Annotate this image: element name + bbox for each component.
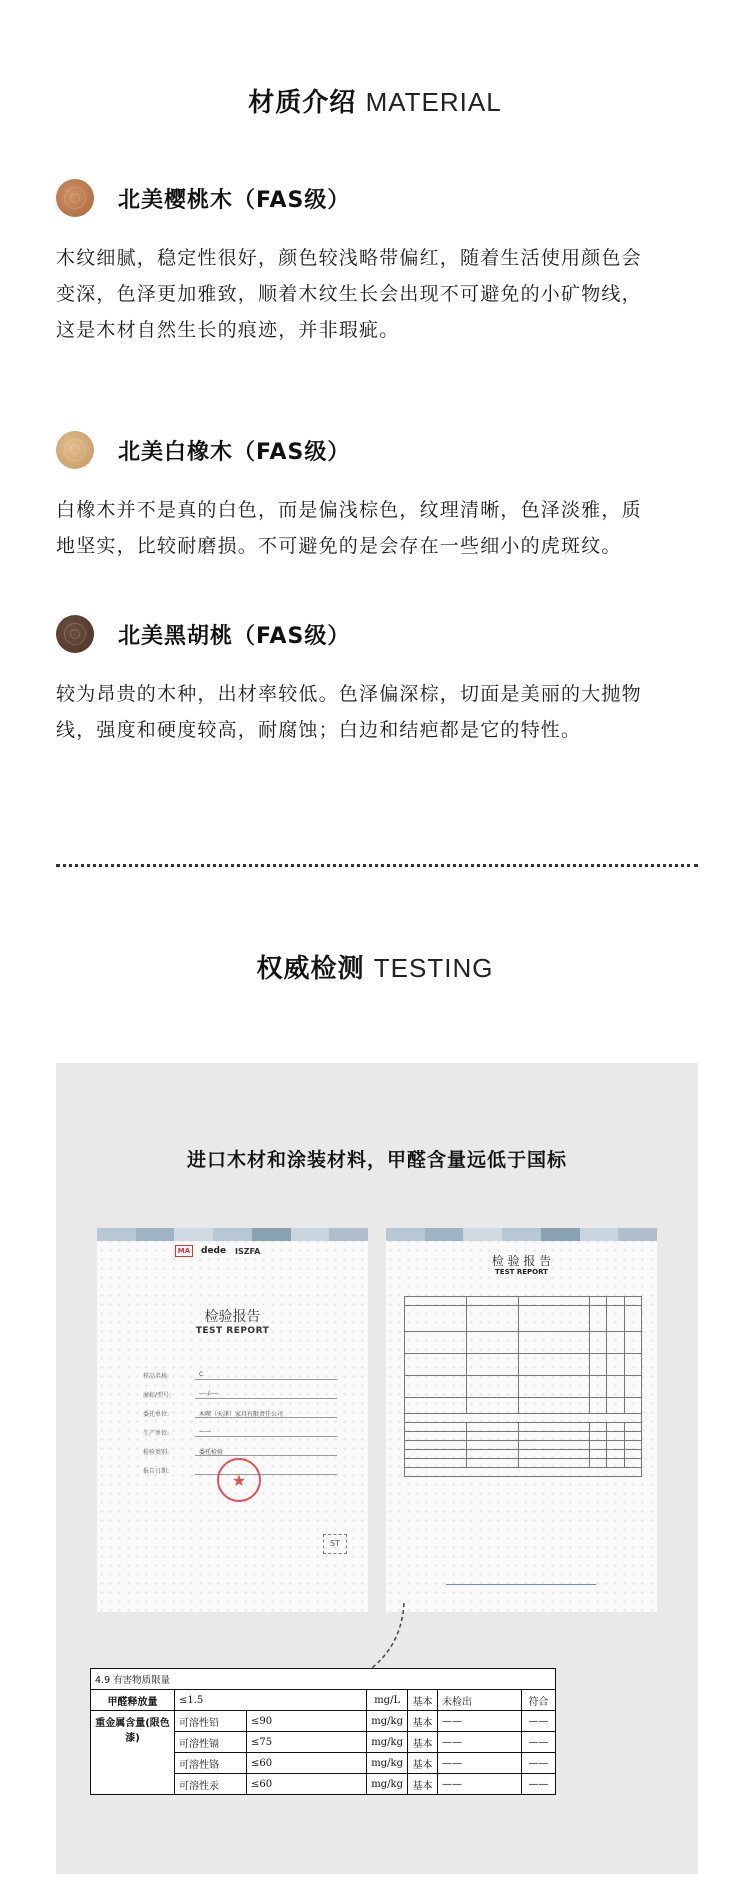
cover-subtitle: TEST REPORT bbox=[195, 1326, 270, 1336]
wood-item-white-oak bbox=[56, 430, 706, 564]
material-section-title bbox=[0, 82, 750, 119]
desc-line: 这是木材自然生长的痕迹，并非瑕疵。 bbox=[56, 319, 400, 341]
cma-badge-icon: MA bbox=[175, 1245, 193, 1257]
report-mini-table bbox=[404, 1296, 642, 1477]
dede-logo-icon: dede bbox=[201, 1246, 227, 1256]
iszfa-logo: ISZFA bbox=[235, 1247, 261, 1256]
wood-name: 北美黑胡桃（FAS级） bbox=[118, 623, 351, 649]
dotted-divider bbox=[56, 864, 698, 867]
panel-heading: 进口木材和涂装材料，甲醛含量远低于国标 bbox=[186, 1149, 567, 1171]
report-cover-image bbox=[97, 1228, 368, 1612]
report-footer-line bbox=[446, 1584, 596, 1585]
material-title-zh: 材质介绍 bbox=[248, 88, 357, 118]
desc-line: 较为昂贵的木种，出材率较低。色泽偏深棕，切面是美丽的大抛物 bbox=[56, 683, 642, 705]
table-row: 可溶性汞 ≤60 mg/kg 基本 —— —— bbox=[91, 1774, 556, 1795]
desc-line: 木纹细腻，稳定性很好，颜色较浅略带偏红，随着生活使用颜色会 bbox=[56, 247, 642, 269]
material-title-en: MATERIAL bbox=[365, 87, 502, 117]
white-oak-swatch-icon bbox=[56, 431, 94, 469]
black-walnut-swatch-icon bbox=[56, 615, 94, 653]
official-seal-icon: ★ bbox=[217, 1458, 261, 1502]
desc-line: 变深，色泽更加雅致，顺着木纹生长会出现不可避免的小矿物线， bbox=[56, 283, 642, 305]
cover-field: 生产单位: —— bbox=[143, 1428, 169, 1437]
harmful-substances-table bbox=[90, 1668, 556, 1795]
cover-field: 商标/型号: ----/---- bbox=[143, 1390, 171, 1399]
table-caption: 4.9 有害物质限量 bbox=[91, 1669, 556, 1690]
table-row: 可溶性镉 ≤75 mg/kg 基本 —— —— bbox=[91, 1732, 556, 1753]
cover-field: 报告日期: bbox=[143, 1466, 169, 1475]
wood-description bbox=[56, 676, 706, 748]
wood-item-cherry bbox=[56, 178, 706, 348]
testing-panel bbox=[56, 1063, 698, 1874]
wood-name: 北美白橡木（FAS级） bbox=[118, 439, 351, 465]
cover-field: 委托单位: 木喫（天津）家具有限责任公司 bbox=[143, 1409, 169, 1418]
testing-title-zh: 权威检测 bbox=[256, 954, 365, 984]
desc-line: 地坚实，比较耐磨损。不可避免的是会存在一些细小的虎斑纹。 bbox=[56, 535, 622, 557]
testing-title-en: TESTING bbox=[373, 953, 494, 983]
cover-field: 检验类别: 委托检验 bbox=[143, 1447, 169, 1456]
cover-title: 检验报告 bbox=[204, 1309, 261, 1325]
desc-line: 白橡木并不是真的白色，而是偏浅棕色，纹理清晰，色泽淡雅，质 bbox=[56, 499, 642, 521]
table-row: 重金属含量(限色漆) 可溶性铅 ≤90 mg/kg 基本 —— —— bbox=[91, 1711, 556, 1732]
report-page-title: 检 验 报 告 bbox=[491, 1254, 552, 1268]
st-mark-icon: ST bbox=[323, 1534, 347, 1554]
wood-item-black-walnut bbox=[56, 614, 706, 748]
doc-header-bar bbox=[386, 1228, 657, 1241]
wood-name: 北美樱桃木（FAS级） bbox=[118, 187, 351, 213]
doc-header-bar bbox=[97, 1228, 368, 1241]
report-page-image bbox=[386, 1228, 657, 1612]
wood-description bbox=[56, 492, 706, 564]
cover-field: 样品名称: C bbox=[143, 1371, 169, 1380]
cherry-wood-swatch-icon bbox=[56, 179, 94, 217]
report-page-subtitle: TEST REPORT bbox=[495, 1268, 548, 1276]
testing-section-title bbox=[0, 948, 750, 985]
desc-line: 线，强度和硬度较高，耐腐蚀；白边和结疤都是它的特性。 bbox=[56, 719, 582, 741]
table-row: 可溶性铬 ≤60 mg/kg 基本 —— —— bbox=[91, 1753, 556, 1774]
wood-description bbox=[56, 240, 706, 348]
table-row: 甲醛释放量 ≤1.5 mg/L 基本 未检出 符合 bbox=[91, 1690, 556, 1711]
